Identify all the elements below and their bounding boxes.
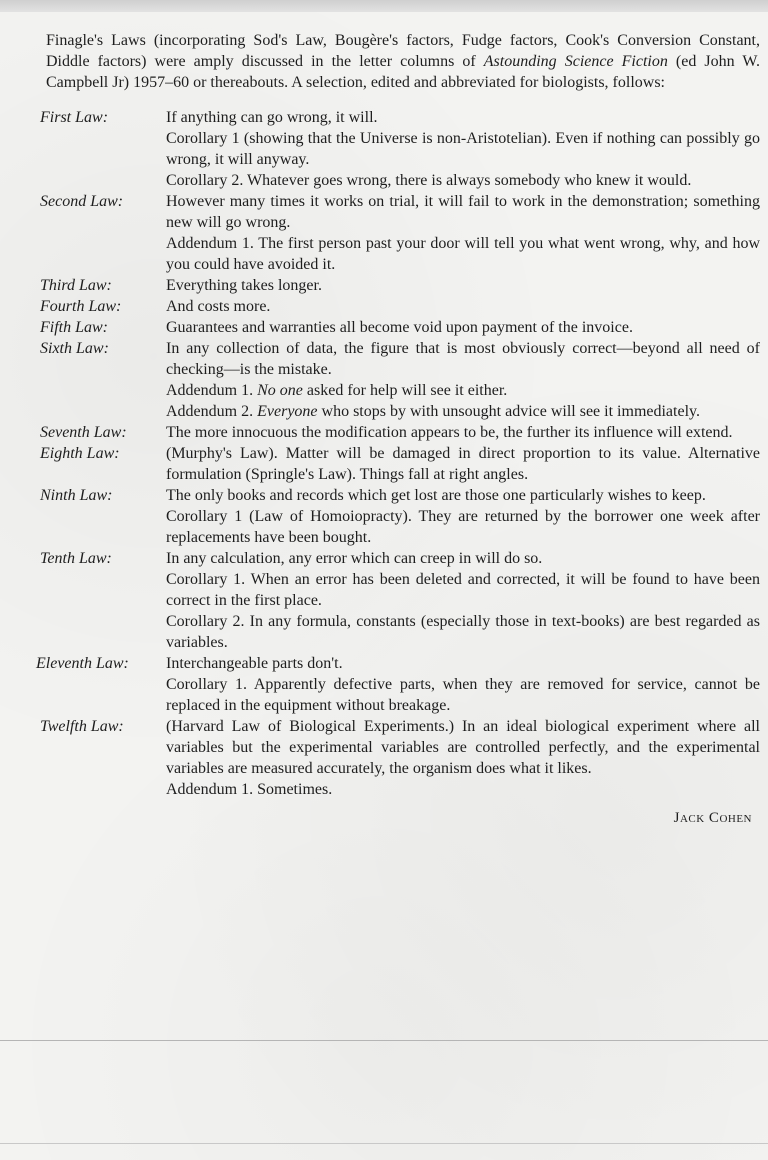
law-5: [18, 317, 760, 338]
law-7: [18, 422, 760, 443]
intro-paragraph: [18, 30, 760, 93]
law-1-body: [166, 107, 760, 191]
law-11-text: Interchangeable parts don't.: [166, 655, 343, 672]
law-6: [18, 338, 760, 422]
law-10-corollary-2: Corollary 2. In any formula, constants (especially those in text-books) are best regarded as variables.: [166, 613, 760, 651]
law-2: [18, 191, 760, 275]
law-12-addendum-1: Addendum 1. Sometimes.: [166, 781, 333, 798]
law-8-name: Eighth Law:: [40, 445, 120, 462]
law-1-name: First Law:: [40, 109, 109, 126]
law-9-body: [166, 485, 760, 548]
law-7-body: [166, 422, 760, 443]
law-5-text: Guarantees and warranties all become void upon payment of the invoice.: [166, 319, 633, 336]
law-1-text: If anything can go wrong, it will.: [166, 109, 378, 126]
law-6-text: In any collection of data, the figure that is most obviously correct—beyond all need of checking—is the mistake.: [166, 340, 760, 378]
law-12: [18, 716, 760, 800]
law-3-body: [166, 275, 760, 296]
law-2-body: [166, 191, 760, 275]
page-divider-line: [0, 1040, 768, 1041]
law-11-corollary-1: Corollary 1. Apparently defective parts, when they are removed for service, cannot be replaced in the equipment without breakage.: [166, 676, 760, 714]
law-1-corollary-1: Corollary 1 (showing that the Universe is non-Aristotelian). Even if nothing can possibly go wrong, it will anyway.: [166, 130, 760, 168]
law-11-body: [166, 653, 760, 716]
law-7-text: The more innocuous the modification appears to be, the further its influence will extend.: [166, 424, 733, 441]
laws-list: [18, 107, 760, 800]
law-7-name: Seventh Law:: [40, 424, 127, 441]
page-sheet: [0, 12, 768, 1160]
law-5-name: Fifth Law:: [40, 319, 109, 336]
intro-text-before: Finagle's Laws (incorporating Sod's Law, Bougère's factors, Fudge factors, Cook's Conversion Constant, Diddle factors) were amply discussed in the letter columns of: [46, 32, 760, 70]
law-4-body: [166, 296, 760, 317]
scan-top-edge: [0, 0, 768, 12]
law-2-text: However many times it works on trial, it will fail to work in the demonstration; something new will go wrong.: [166, 193, 760, 231]
law-9-text: The only books and records which get lost are those one particularly wishes to keep.: [166, 487, 706, 504]
law-1-corollary-2: Corollary 2. Whatever goes wrong, there is always somebody who knew it would.: [166, 172, 692, 189]
law-12-text: (Harvard Law of Biological Experiments.) In an ideal biological experiment where all variables but the experimental variables are controlled perfectly, and the experimental variables are measured accurately, the organism does what it likes.: [166, 718, 760, 777]
law-3: [18, 275, 760, 296]
law-12-name: Twelfth Law:: [40, 718, 124, 735]
law-2-addendum-1: Addendum 1. The first person past your door will tell you what went wrong, why, and how you could have avoided it.: [166, 235, 760, 273]
law-10: [18, 548, 760, 653]
law-10-corollary-1: Corollary 1. When an error has been deleted and corrected, it will be found to have been correct in the first place.: [166, 571, 760, 609]
page-bottom-line: [0, 1143, 768, 1144]
law-12-body: [166, 716, 760, 800]
law-2-name: Second Law:: [40, 193, 124, 210]
article: [18, 30, 760, 829]
law-10-body: [166, 548, 760, 653]
law-10-name: Tenth Law:: [40, 550, 112, 567]
law-1: [18, 107, 760, 191]
intro-text-after: (ed John W. Campbell Jr) 1957–60 or thereabouts. A selection, edited and abbreviated for biologists, follows:: [46, 53, 761, 91]
law-9-name: Ninth Law:: [40, 487, 113, 504]
law-4-name: Fourth Law:: [40, 298, 122, 315]
law-4: [18, 296, 760, 317]
law-3-name: Third Law:: [40, 277, 112, 294]
law-10-text: In any calculation, any error which can creep in will do so.: [166, 550, 543, 567]
law-8: [18, 443, 760, 485]
magazine-title: Astounding Science Fiction: [483, 53, 668, 70]
law-6-addendum-2: Addendum 2. Everyone who stops by with unsought advice will see it immediately.: [166, 403, 700, 420]
author-signature: Jack Cohen: [673, 810, 752, 826]
law-6-name: Sixth Law:: [40, 340, 109, 357]
law-5-body: [166, 317, 760, 338]
law-9-corollary-1: Corollary 1 (Law of Homoiopracty). They are returned by the borrower one week after replacements have been bought.: [166, 508, 760, 546]
law-8-body: [166, 443, 760, 485]
law-11: [18, 653, 760, 716]
law-9: [18, 485, 760, 548]
law-4-text: And costs more.: [166, 298, 271, 315]
law-6-body: [166, 338, 760, 422]
law-11-name: Eleventh Law:: [36, 655, 129, 672]
law-8-text: (Murphy's Law). Matter will be damaged in direct proportion to its value. Alternative formulation (Springle's Law). Things fall at right angles.: [166, 445, 760, 483]
law-6-addendum-1: Addendum 1. No one asked for help will see it either.: [166, 382, 508, 399]
law-3-text: Everything takes longer.: [166, 277, 322, 294]
